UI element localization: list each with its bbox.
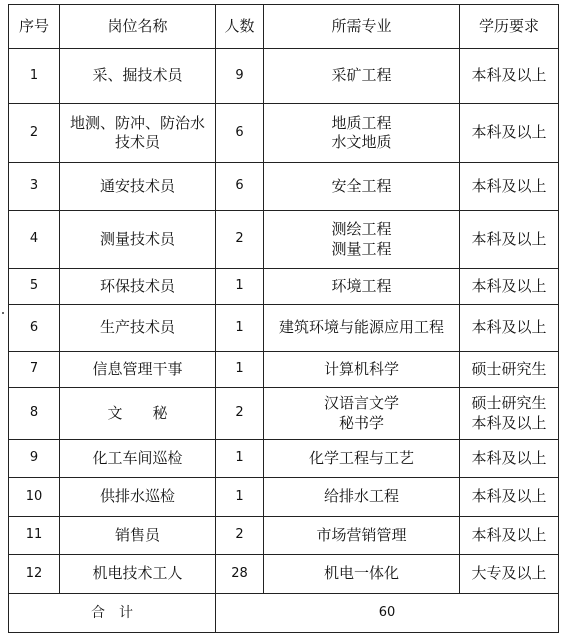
cell-no: 7: [9, 352, 60, 388]
cell-position-line: 化工车间巡检: [92, 448, 183, 467]
cell-position: [60, 269, 216, 305]
cell-education-line: 本科及以上: [471, 276, 547, 295]
cell-education: [460, 517, 559, 555]
cell-count: 1: [216, 352, 264, 388]
cell-education: [460, 440, 559, 478]
cell-position-line: 通安技术员: [99, 176, 175, 195]
cell-position: [60, 104, 216, 163]
cell-count: 2: [216, 517, 264, 555]
cell-count: 1: [216, 440, 264, 478]
cell-major-line: 机电一体化: [323, 564, 399, 583]
cell-major-line: 采矿工程: [331, 66, 392, 85]
cell-count: 28: [216, 555, 264, 594]
cell-education-line: 本科及以上: [471, 66, 547, 85]
cell-education-line: 本科及以上: [471, 413, 547, 432]
table-row: [9, 517, 559, 555]
table-row: [9, 49, 559, 104]
cell-major: [264, 440, 460, 478]
cell-education: [460, 478, 559, 517]
cell-major-line: 环境工程: [331, 276, 392, 295]
cell-no: 12: [9, 555, 60, 594]
header-count: 人数: [216, 5, 264, 49]
cell-major-line: 给排水工程: [323, 487, 399, 506]
cell-no: 10: [9, 478, 60, 517]
cell-position-line: 销售员: [114, 525, 160, 544]
cell-count: 1: [216, 478, 264, 517]
cell-no: 6: [9, 305, 60, 352]
cell-major: [264, 517, 460, 555]
header-no: 序号: [9, 5, 60, 49]
cell-no: 11: [9, 517, 60, 555]
header-position: 岗位名称: [60, 5, 216, 49]
cell-education-line: 本科及以上: [471, 123, 547, 142]
cell-education-line: 本科及以上: [471, 229, 547, 248]
cell-major-line: 水文地质: [331, 133, 392, 151]
cell-education: [460, 352, 559, 388]
cell-position-line: 生产技术员: [99, 318, 175, 337]
header-education: 学历要求: [460, 5, 559, 49]
cell-major: [264, 478, 460, 517]
cell-major: [264, 104, 460, 163]
cell-no: 9: [9, 440, 60, 478]
cell-education-line: 硕士研究生: [471, 359, 547, 378]
cell-education: [460, 104, 559, 163]
recruitment-table: [8, 4, 559, 633]
cell-count: 2: [216, 211, 264, 269]
cell-major: [264, 555, 460, 594]
cell-position: [60, 352, 216, 388]
cell-position-line: 技术员: [114, 133, 160, 151]
cell-major: [264, 163, 460, 211]
total-value: 60: [216, 594, 559, 633]
cell-position-line: 采、掘技术员: [92, 66, 183, 85]
cell-education: [460, 555, 559, 594]
cell-position-line: 信息管理干事: [92, 359, 183, 378]
cell-major-line: 测绘工程: [331, 220, 392, 238]
cell-education-line: 硕士研究生: [471, 394, 547, 412]
cell-major-line: 地质工程: [331, 113, 392, 132]
cell-major-line: 秘书学: [338, 413, 384, 432]
cell-major-line: 计算机科学: [323, 359, 399, 378]
cell-major-line: 化学工程与工艺: [308, 448, 414, 467]
cell-no: 2: [9, 104, 60, 163]
cell-position-line: 环保技术员: [99, 276, 175, 295]
table-row: [9, 305, 559, 352]
cell-position-line: 机电技术工人: [92, 564, 183, 583]
cell-major: [264, 211, 460, 269]
cell-education-line: 本科及以上: [471, 487, 547, 506]
stray-dot: [2, 312, 4, 314]
table-row: [9, 555, 559, 594]
cell-position: [60, 211, 216, 269]
cell-position: [60, 555, 216, 594]
cell-no: 8: [9, 388, 60, 440]
cell-major: [264, 269, 460, 305]
cell-major-line: 安全工程: [331, 176, 392, 195]
cell-major-line: 汉语言文学: [323, 394, 399, 412]
cell-major: [264, 305, 460, 352]
cell-no: 3: [9, 163, 60, 211]
header-row: [9, 5, 559, 49]
header-major: 所需专业: [264, 5, 460, 49]
cell-position-line: 地测、防冲、防治水: [69, 113, 205, 132]
cell-count: 6: [216, 104, 264, 163]
cell-position-line: 文 秘: [107, 403, 168, 422]
cell-major-line: 建筑环境与能源应用工程: [278, 318, 444, 337]
cell-no: 4: [9, 211, 60, 269]
table-row: [9, 163, 559, 211]
cell-education: [460, 388, 559, 440]
cell-position: [60, 49, 216, 104]
cell-position: [60, 163, 216, 211]
cell-education-line: 本科及以上: [471, 176, 547, 195]
cell-major-line: 测量工程: [331, 239, 392, 258]
cell-no: 1: [9, 49, 60, 104]
cell-count: 1: [216, 269, 264, 305]
cell-position: [60, 517, 216, 555]
cell-count: 6: [216, 163, 264, 211]
cell-count: 2: [216, 388, 264, 440]
cell-major: [264, 49, 460, 104]
cell-position: [60, 305, 216, 352]
cell-education: [460, 163, 559, 211]
cell-position: [60, 478, 216, 517]
table-row: [9, 211, 559, 269]
total-row: [9, 594, 559, 633]
cell-education-line: 本科及以上: [471, 525, 547, 544]
table-row: [9, 478, 559, 517]
cell-education-line: 大专及以上: [471, 564, 547, 583]
cell-education-line: 本科及以上: [471, 448, 547, 467]
cell-major-line: 市场营销管理: [316, 525, 407, 544]
table-row: [9, 440, 559, 478]
cell-education-line: 本科及以上: [471, 318, 547, 337]
cell-education: [460, 49, 559, 104]
cell-education: [460, 211, 559, 269]
table-row: [9, 352, 559, 388]
cell-education: [460, 269, 559, 305]
cell-count: 9: [216, 49, 264, 104]
cell-position-line: 测量技术员: [99, 229, 175, 248]
cell-position-line: 供排水巡检: [99, 487, 175, 506]
table-row: [9, 269, 559, 305]
cell-major: [264, 352, 460, 388]
cell-count: 1: [216, 305, 264, 352]
total-label: 合计: [9, 594, 216, 633]
cell-major: [264, 388, 460, 440]
cell-education: [460, 305, 559, 352]
cell-no: 5: [9, 269, 60, 305]
table-row: [9, 388, 559, 440]
table-row: [9, 104, 559, 163]
cell-position: [60, 440, 216, 478]
cell-position: [60, 388, 216, 440]
